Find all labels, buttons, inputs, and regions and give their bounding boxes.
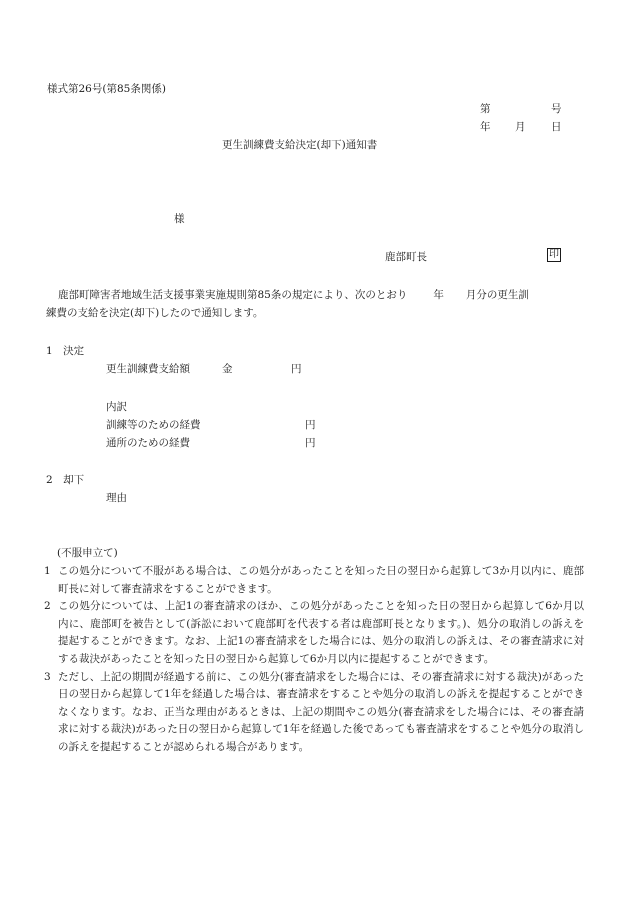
training-expense-yen: 円 (305, 419, 316, 431)
commute-expense-yen: 円 (305, 437, 316, 449)
intro-text-1: 鹿部町障害者地域生活支援事業実施規則第85条の規定により、次のとおり (58, 289, 408, 301)
objection-item-number: 2 (44, 600, 51, 613)
objection-item-text: この処分について不服がある場合は、この処分があったことを知った日の翌日から起算して3か月以内に、鹿部町長に対して審査請求をすることができます。 (58, 565, 584, 595)
training-expense-label: 訓練等のための経費 (106, 419, 201, 431)
total-amount-label: 更生訓練費支給額 (106, 363, 190, 375)
objection-item (44, 669, 584, 757)
commute-expense-label: 通所のための経費 (106, 437, 190, 449)
kin-label: 金 (222, 363, 233, 375)
objection-item-text: この処分については、上記1の審査請求のほか、この処分があったことを知った日の翌日から起算して6か月以内に、鹿部町を被告として(訴訟において鹿部町を代表する者は鹿部町長となります。)、処分の取消しの訴えを提起することができます。なお、上記1の審査請求をした場合には、処分の取消しの訴えは、その審査請求に対する裁決があったことを知った日の翌日から起算して6か月以内に提起することができます。 (58, 600, 584, 665)
rejection-reason-label: 理由 (106, 492, 127, 504)
intro-month: 月分の更生訓 (465, 289, 529, 301)
objection-item-text: ただし、上記の期間が経過する前に、この処分(審査請求をした場合には、その審査請求に対する裁決)があった日の翌日から起算して1年を経過した場合は、審査請求をすることや処分の取消しの訴えを提起することができなくなります。なお、正当な理由があるときは、上記の期間やこの処分(審査請求をした場合には、その審査請求に対する裁決)があった日の翌日から起算して1年を経過した後であっても審査請求をすることや処分の取消しの訴えを提起することが認められる場合があります。 (58, 670, 584, 753)
issuer-name: 鹿部町長 (385, 251, 427, 263)
breakdown-label: 内訳 (106, 401, 127, 413)
decision-heading: 1 決定 (46, 345, 85, 357)
document-title: 更生訓練費支給決定(却下)通知書 (222, 139, 378, 151)
seal-mark: 印 (549, 249, 559, 260)
intro-year: 年 (433, 289, 444, 301)
document-number-suffix: 号 (551, 103, 562, 115)
objection-item (44, 598, 584, 668)
document-number-prefix: 第 (480, 103, 491, 115)
rejection-heading: 2 却下 (46, 474, 85, 486)
date-month: 月 (515, 121, 526, 133)
objection-heading: (不服申立て) (57, 547, 118, 559)
objection-item-number: 1 (44, 565, 51, 577)
objection-item (44, 563, 584, 598)
addressee-suffix: 様 (174, 213, 185, 225)
date-day: 日 (551, 121, 562, 133)
total-yen-label: 円 (291, 363, 302, 375)
intro-paragraph (46, 286, 582, 322)
intro-text-2: 練費の支給を決定(却下)したので通知します。 (46, 307, 264, 319)
objection-list (44, 563, 584, 757)
objection-item-number: 3 (44, 670, 51, 683)
form-label: 様式第26号(第85条関係) (47, 83, 166, 95)
date-year: 年 (480, 121, 491, 133)
